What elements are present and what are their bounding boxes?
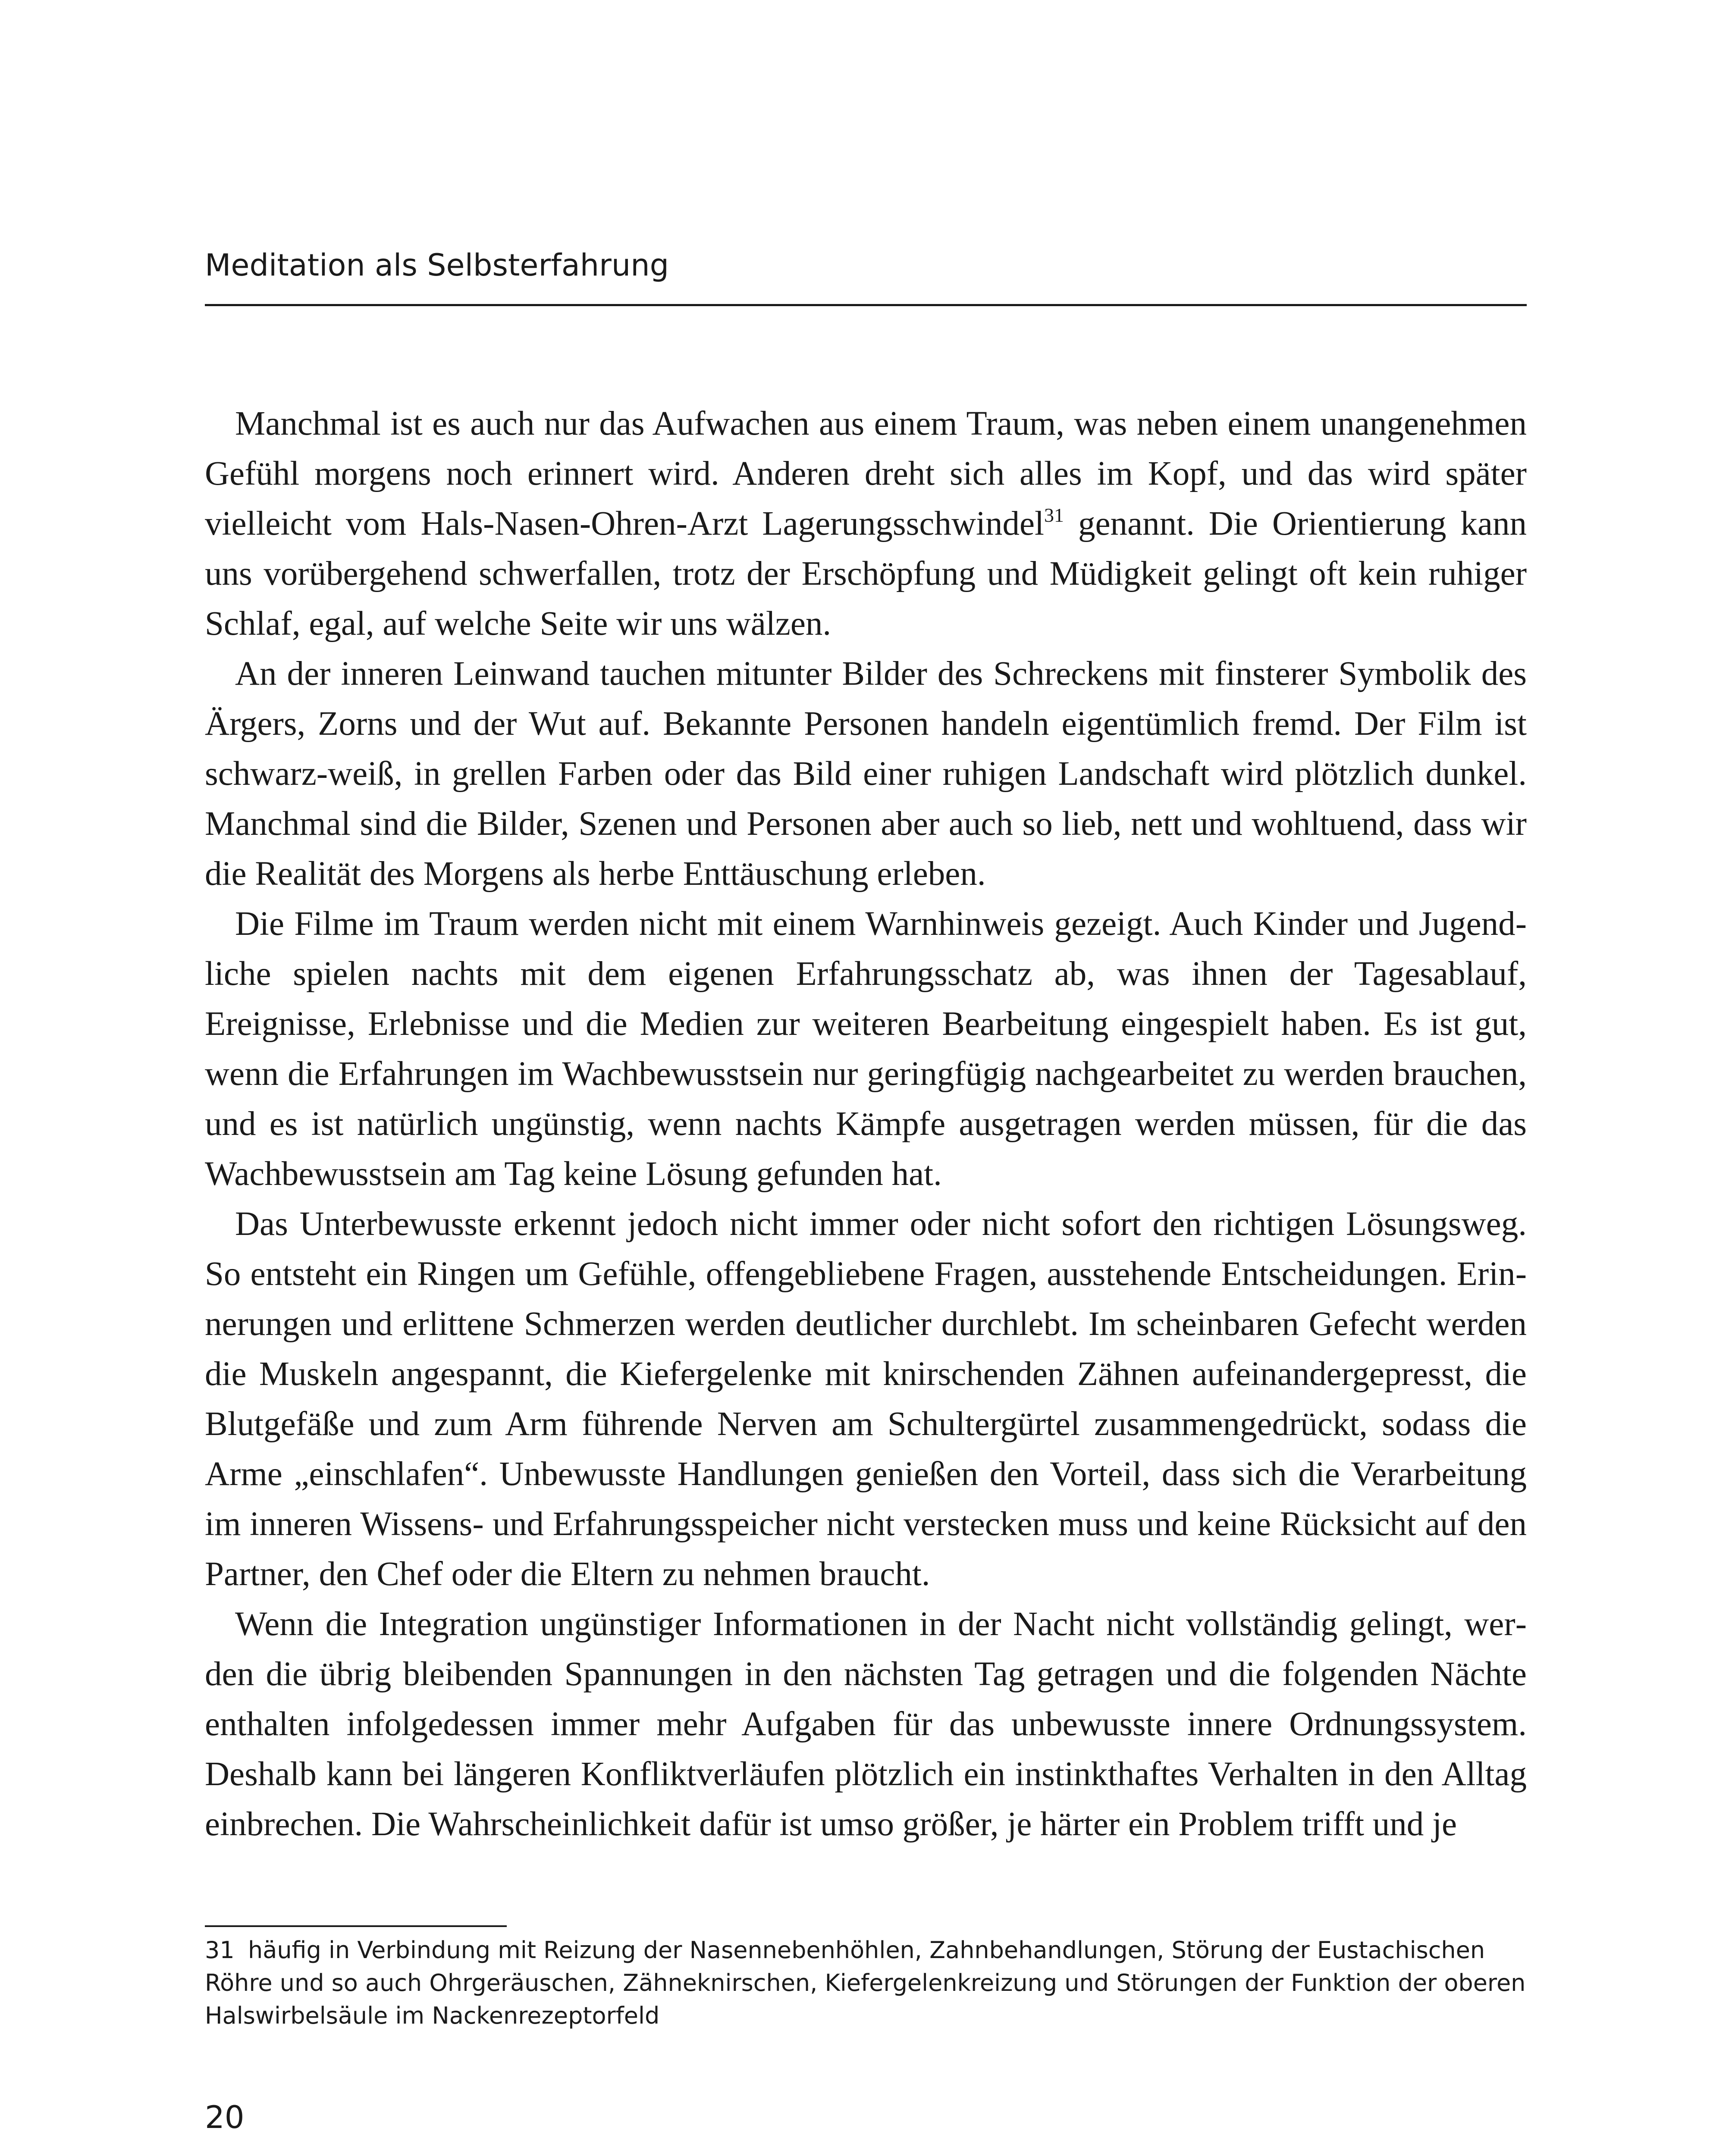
body-text (205, 399, 1527, 1849)
running-header: Meditation als Selbsterfahrung (205, 248, 669, 283)
paragraph-5: Wenn die Integration ungünstiger Informationen in der Nacht nicht vollständig gelingt, werden die übrig bleibenden Spannungen in den nächsten Tag getragen und die folgenden Nächte enthalten infolgedessen immer mehr Aufgaben für das unbewusste innere Ordnungssystem. Deshalb kann bei längeren Konfliktverläufen plötzlich ein instinkthaftes Verhalten in den Alltag einbrechen. Die Wahrscheinlichkeit dafür ist umso größer, je härter ein Problem trifft und je (205, 1605, 1527, 1843)
paragraph-2: An der inneren Leinwand tauchen mitunter Bilder des Schreckens mit finsterer Symbolik des Ärgers, Zorns und der Wut auf. Bekannte Personen handeln eigentümlich fremd. Der Film ist schwarz-weiß, in grellen Farben oder das Bild einer ruhigen Landschaft wird plötzlich dunkel. Manchmal sind die Bilder, Szenen und Personen aber auch so lieb, nett und wohltuend, dass wir die Realität des Morgens als herbe Enttäuschung erleben. (205, 655, 1527, 893)
paragraph-1-text-start: Manchmal ist es auch nur das Aufwachen aus einem Traum, was neben einem unangenehmen Gefühl morgens noch erinnert wird. Anderen dreht sich alles im Kopf, und das wird später vielleicht vom Hals-Nasen-Ohren-Arzt Lagerungsschwindel (205, 405, 1527, 542)
footnote-text: häufig in Verbindung mit Reizung der Nasennebenhöhlen, Zahnbehandlungen, Störung der Eustachischen Röhre und so auch Ohrgeräuschen, Zähneknirschen, Kiefergelenkreizung und Störungen der Funktion der oberen Halswirbelsäule im Nackenrezeptorfeld (205, 1937, 1526, 2029)
footnote (205, 1934, 1527, 2032)
paragraph-4: Das Unterbewusste erkennt jedoch nicht immer oder nicht sofort den richtigen Lösungsweg. So entsteht ein Ringen um Gefühle, offengebliebene Fragen, ausstehende Entscheidungen. Erinnerungen und erlittene Schmerzen werden deutlicher durchlebt. Im scheinbaren Gefecht werden die Muskeln angespannt, die Kiefergelenke mit knirschenden Zähnen aufeinandergepresst, die Blutgefäße und zum Arm führende Nerven am Schultergürtel zusammengedrückt, sodass die Arme „einschlafen“. Unbewusste Handlungen genießen den Vorteil, dass sich die Verarbeitung im inneren Wissens- und Erfahrungsspeicher nicht verstecken muss und keine Rücksicht auf den Partner, den Chef oder die Eltern zu nehmen braucht. (205, 1205, 1527, 1593)
paragraph-1-text-end: genannt. Die Orientierung kann uns vorübergehend schwerfallen, trotz der Erschöpfung und Müdigkeit gelingt oft kein ruhiger Schlaf, egal, auf welche Seite wir uns wälzen. (205, 505, 1527, 642)
page-number: 20 (205, 2099, 245, 2135)
paragraph-3: Die Filme im Traum werden nicht mit einem Warnhinweis gezeigt. Auch Kinder und Jugendliche spielen nachts mit dem eigenen Erfahrungsschatz ab, was ihnen der Tagesablauf, Ereignisse, Erlebnisse und die Medien zur weiteren Bearbeitung eingespielt haben. Es ist gut, wenn die Erfahrungen im Wachbewusstsein nur geringfügig nachgearbeitet zu werden brauchen, und es ist natürlich ungünstig, wenn nachts Kämpfe ausgetragen werden müssen, für die das Wachbewusstsein am Tag keine Lösung gefunden hat. (205, 905, 1527, 1193)
footnote-rule (205, 1925, 507, 1927)
footnote-number: 31 (205, 1937, 235, 1964)
paragraph-1 (205, 399, 1527, 649)
footnote-reference: 31 (1044, 504, 1064, 526)
header-rule (205, 304, 1527, 306)
